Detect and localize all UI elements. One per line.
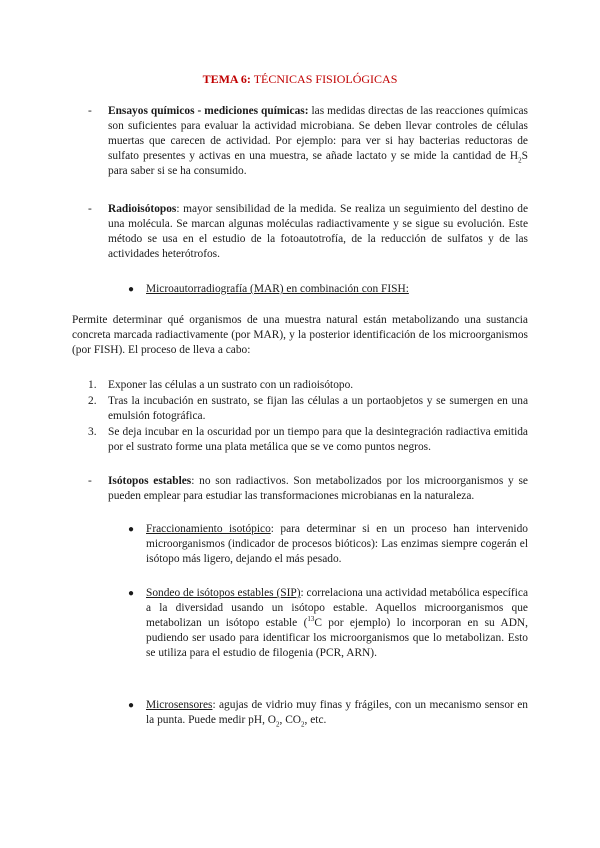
section1-dash: - (88, 105, 92, 117)
section2-dash: - (88, 203, 92, 215)
micro-sub1: 2 (276, 720, 280, 729)
micro-bullet: ● (128, 700, 135, 711)
sip-text: : correlaciona una actividad metabólica específica a la diversidad usando un isótopo estable. Aquellos microorganismos que metabolizan un isótopo estable ( (146, 587, 528, 629)
micro-text: : agujas de vidrio muy finas y frágiles, con un mecanismo sensor en la punta. Puede medir pH, O (146, 699, 528, 726)
step-3-number: 3. (88, 426, 97, 438)
micro-sub2: 2 (301, 720, 305, 729)
step-3-text: Se deja incubar en la oscuridad por un tiempo para que la desintegración radiactiva emitida por el sustrato forme una plata metálica que se ve como puntos negros. (108, 426, 528, 453)
section1-sub: 2 (518, 156, 522, 165)
step-1-number: 1. (88, 379, 97, 391)
section1-heading: Ensayos químicos - mediciones químicas: (108, 105, 309, 117)
section3-dash: - (88, 475, 92, 487)
step-2-text: Tras la incubación en sustrato, se fijan las células a un portaobjetos y se sumergen en una emulsión fotográfica. (108, 395, 528, 422)
mar-paragraph: Permite determinar qué organismos de una muestra natural están metabolizando una sustancia concreta marcada radiactivamente (por MAR), y la posterior identificación de los microorganismos (por FISH). El proceso de lleva a cabo: (72, 314, 528, 356)
sip-label: Sondeo de isótopos estables (SIP) (146, 587, 301, 599)
section2-text: : mayor sensibilidad de la medida. Se realiza un seguimiento del destino de una molécula. Se marcan algunas moléculas radiactivamente y se sigue su evolución. Este método se usa en el estudio de la fotoautotrofía, de la reducción de sulfatos y de las actividades heterótrofos. (108, 203, 528, 260)
section1-text-end: S para saber si se ha consumido. (108, 150, 528, 177)
frac-text: : para determinar si en un proceso han intervenido microorganismos (indicador de procesos bióticos): Las enzimas siempre cogerán el isótopo más ligero, dejando el más pesado. (146, 523, 528, 565)
micro-label: Microsensores (146, 699, 213, 711)
micro-comma: , CO (279, 714, 302, 726)
page-title (0, 72, 600, 87)
frac-bullet: ● (128, 524, 135, 535)
mar-bullet: ● (128, 284, 135, 295)
frac-paragraph (146, 522, 528, 567)
section3-paragraph (108, 474, 528, 504)
micro-paragraph (146, 698, 528, 728)
mar-label: Microautorradiografía (MAR) en combinación con FISH: (146, 283, 409, 295)
section1-text: las medidas directas de las reacciones químicas son suficientes para evaluar la actividad microbiana. Se deben llevar controles de células muertas que carecen de actividad. Por ejemplo: para ver si hay bacterias reductoras de sulfato presentes y activas en una muestra, se añade lactato y se mide la cantidad de H (108, 105, 528, 162)
micro-text-end: , etc. (304, 714, 327, 726)
sip-bullet: ● (128, 588, 135, 599)
step-2-number: 2. (88, 395, 97, 407)
frac-label: Fraccionamiento isotópico (146, 523, 271, 535)
title-prefix: TEMA 6: (202, 72, 251, 86)
section1-paragraph (108, 104, 528, 179)
title-text: TÉCNICAS FISIOLÓGICAS (250, 72, 398, 86)
step-1-text: Exponer las células a un sustrato con un radioisótopo. (108, 379, 354, 391)
section3-text: : no son radiactivos. Son metabolizados por los microorganismos y se pueden emplear para estudiar las transformaciones microbianas en la naturaleza. (108, 475, 528, 502)
sip-paragraph (146, 586, 528, 661)
sip-sup: 13 (307, 615, 315, 624)
sip-text-mid: C por ejemplo) lo incorporan en su ADN, pudiendo ser usado para identificar los microorganismos que lo metabolizan. Esto se utiliza para el estudio de filogenia (PCR, ARN). (146, 617, 528, 659)
section3-heading: Isótopos estables (108, 475, 192, 487)
section2-heading: Radioisótopos (108, 203, 177, 215)
section2-paragraph (108, 202, 528, 262)
